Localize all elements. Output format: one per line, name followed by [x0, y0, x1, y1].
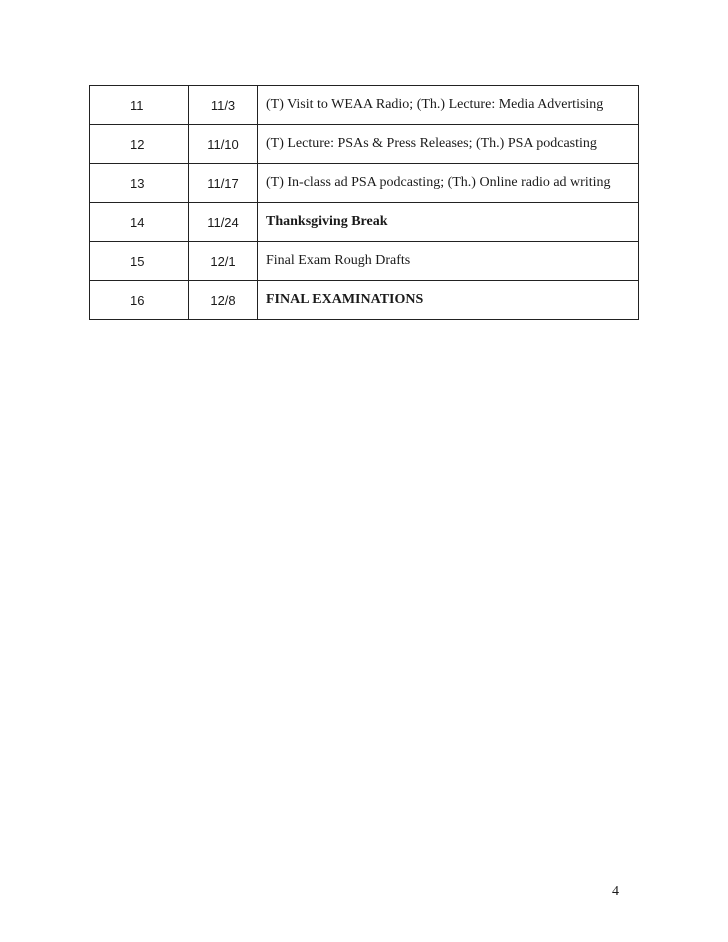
topic-cell: Thanksgiving Break — [258, 203, 639, 242]
table-row — [90, 203, 639, 242]
date-cell: 12/8 — [189, 281, 258, 320]
topic-cell: (T) Lecture: PSAs & Press Releases; (Th.) PSA podcasting — [258, 125, 639, 164]
page-number: 4 — [612, 884, 619, 899]
date-cell: 12/1 — [189, 242, 258, 281]
topic-cell: FINAL EXAMINATIONS — [258, 281, 639, 320]
table-row — [90, 242, 639, 281]
schedule-table — [89, 85, 639, 320]
week-number-cell: 12 — [90, 125, 189, 164]
table-row — [90, 125, 639, 164]
topic-cell: Final Exam Rough Drafts — [258, 242, 639, 281]
table-row — [90, 86, 639, 125]
week-number-cell: 13 — [90, 164, 189, 203]
table-row — [90, 164, 639, 203]
date-cell: 11/3 — [189, 86, 258, 125]
table-row — [90, 281, 639, 320]
week-number-cell: 16 — [90, 281, 189, 320]
topic-cell: (T) Visit to WEAA Radio; (Th.) Lecture: Media Advertising — [258, 86, 639, 125]
week-number-cell: 15 — [90, 242, 189, 281]
week-number-cell: 11 — [90, 86, 189, 125]
topic-cell: (T) In-class ad PSA podcasting; (Th.) Online radio ad writing — [258, 164, 639, 203]
date-cell: 11/17 — [189, 164, 258, 203]
week-number-cell: 14 — [90, 203, 189, 242]
date-cell: 11/24 — [189, 203, 258, 242]
date-cell: 11/10 — [189, 125, 258, 164]
